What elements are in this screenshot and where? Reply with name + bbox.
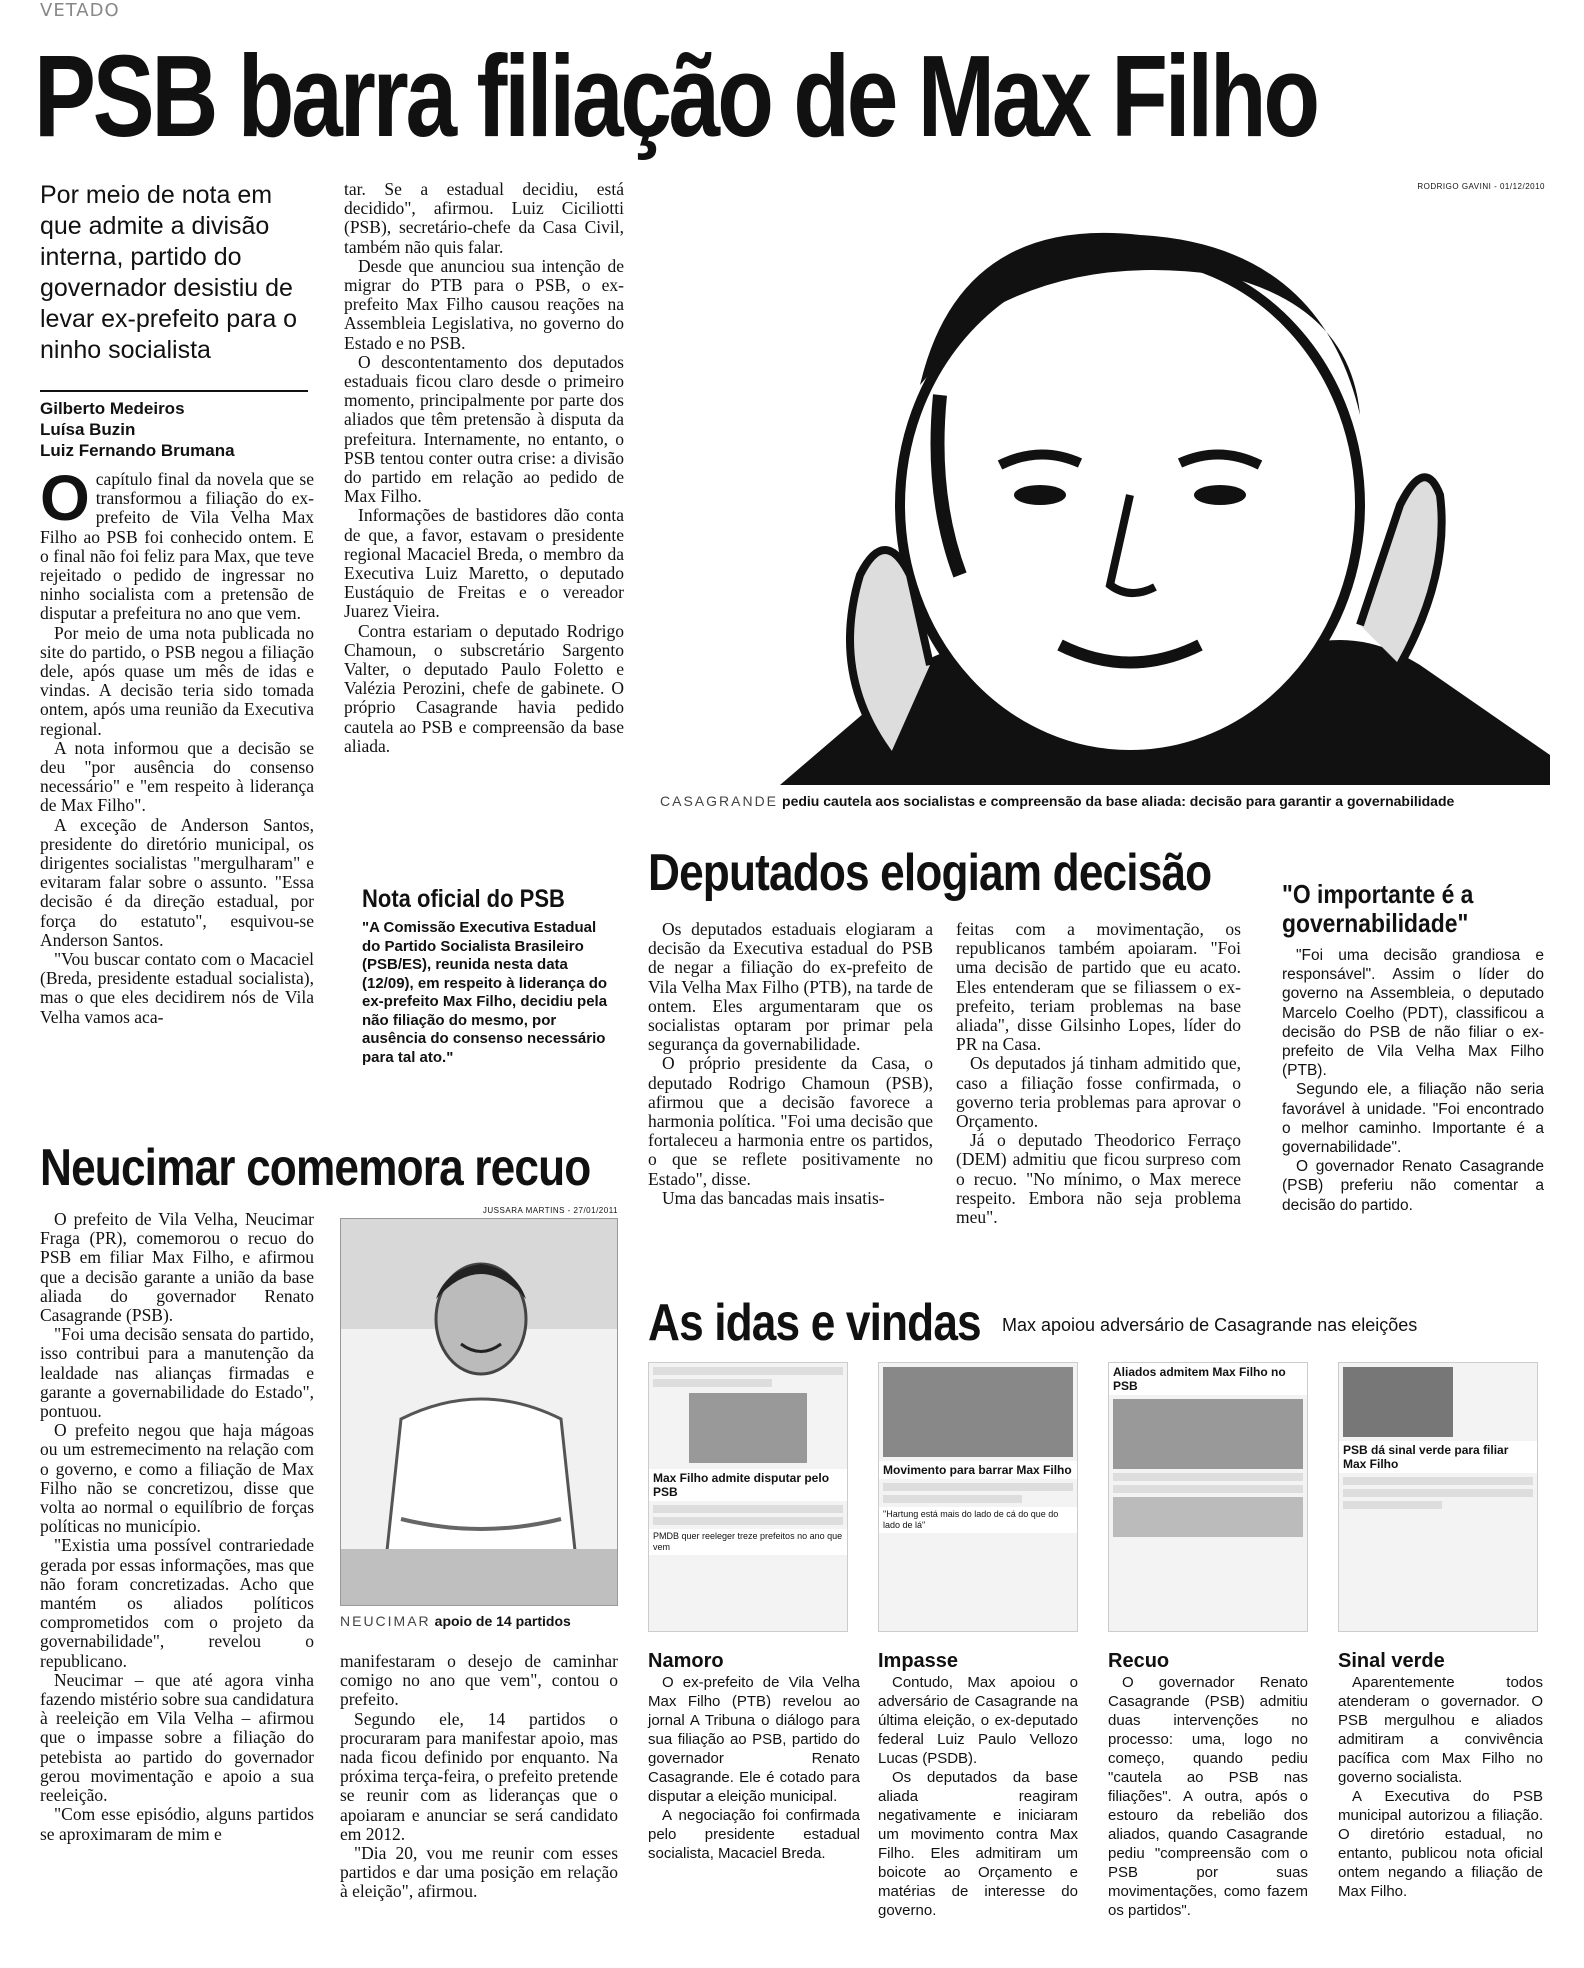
main-photo-caption: CASAGRANDE pediu cautela aos socialistas e compreensão da base aliada: decisão para garantir a governabilidade <box>660 793 1455 809</box>
deputados-paragraph: O próprio presidente da Casa, o deputado Rodrigo Chamoun (PSB), afirmou que a decisão favorece a harmonia política. "Foi uma decisão que fortaleceu a harmonia entre os partidos, o que se reflete positivamente no Estado", disse. <box>648 1053 933 1189</box>
author-name: Luísa Buzin <box>40 420 136 439</box>
thumb-photo <box>689 1393 807 1463</box>
thumb-photo <box>883 1367 1073 1457</box>
newspaper-thumb <box>1108 1362 1308 1632</box>
main-story-paragraph: Por meio de uma nota publicada no site do partido, o PSB negou a filiação dele, após quase um mês de idas e vindas. A decisão teria sido tomada ontem, após uma reunião da Executiva regional. <box>40 622 314 739</box>
idas-item-text <box>878 1673 1078 1920</box>
neucimar-paragraph: "Com esse episódio, alguns partidos se aproximaram de mim e <box>40 1804 314 1844</box>
nota-oficial-text: "A Comissão Executiva Estadual do Partido Socialista Brasileiro (PSB/ES), reunida nesta data (12/09), em respeito à liderança do ex-prefeito Max Filho, decidiu pela não filiação do mesmo, por ausência do consenso necessário para tal ato." <box>362 919 608 1066</box>
main-story-col2 <box>344 180 624 756</box>
newspaper-thumb <box>648 1362 848 1632</box>
neucimar-paragraph: Neucimar – que até agora vinha fazendo mistério sobre sua candidatura à reeleição em Vila Velha – afirmou que o impasse sobre a filiação do petebista ao partido do governador gerou movimentação e apoio a sua reeleição. <box>40 1669 314 1806</box>
deputados-col1 <box>648 920 933 1208</box>
importante-paragraph: O governador Renato Casagrande (PSB) preferiu não comentar a decisão do partido. <box>1282 1158 1544 1214</box>
importante-box <box>1282 880 1544 1215</box>
thumb-photo <box>1343 1367 1453 1437</box>
casagrande-portrait-image <box>660 195 1550 785</box>
neucimar-col1 <box>40 1210 314 1844</box>
thumb-foot: "Hartung está mais do lado de cá do que do lado de lá" <box>879 1507 1077 1533</box>
newspaper-thumb <box>878 1362 1078 1632</box>
idas-item-label: Sinal verde <box>1338 1650 1445 1672</box>
photo-credit: RODRIGO GAVINI - 01/12/2010 <box>1417 182 1545 191</box>
idas-item-label: Namoro <box>648 1650 724 1672</box>
newspaper-thumb <box>1338 1362 1538 1632</box>
idas-item-text <box>1338 1673 1543 1901</box>
dropcap: O <box>40 462 90 534</box>
neucimar-paragraph: "Foi uma decisão sensata do partido, isso contribui para a manutenção da lealdade nas alianças firmadas e garante a governabilidade do Estado", pontuou. <box>40 1324 314 1422</box>
deputados-paragraph: Uma das bancadas mais insatis- <box>662 1187 885 1208</box>
neucimar-paragraph: O prefeito de Vila Velha, Neucimar Fraga (PR), comemorou o recuo do PSB em filiar Max Filho, e afirmou que a decisão garante a união da base aliada do governador Renato Casagrande (PSB). <box>40 1209 314 1326</box>
byline <box>40 398 308 461</box>
idas-title: As idas e vindas <box>648 1294 981 1352</box>
neucimar-title: Neucimar comemora recuo <box>40 1139 591 1197</box>
main-story-paragraph: Contra estariam o deputado Rodrigo Chamoun, o subscretário Sargento Valter, o deputado Paulo Foletto e Valézia Perozini, chefe de gabinete. O próprio Casagrande havia pedido cautela ao PSB e compreensão da base aliada. <box>344 620 624 756</box>
deputados-paragraph: Já o deputado Theodorico Ferraço (DEM) admitiu que ficou surpreso com o recuo. "No mínimo, o Max merece respeito. Embora não seja problema meu". <box>956 1130 1241 1228</box>
main-story-paragraph: A exceção de Anderson Santos, presidente do diretório municipal, os dirigentes socialistas "mergulharam" e evitaram falar sobre o assunto. "Essa decisão é da direção estadual, por força do estatuto", esquivou-se Anderson Santos. <box>40 814 314 950</box>
neucimar-col2 <box>340 1652 618 1902</box>
nota-oficial-box <box>362 885 612 1067</box>
idas-subtitle: Max apoiou adversário de Casagrande nas eleições <box>1002 1315 1418 1335</box>
vetado-stamp: VETADO <box>40 0 120 21</box>
neucimar-photo-credit: JUSSARA MARTINS - 27/01/2011 <box>482 1206 618 1215</box>
thumb-headline: PSB dá sinal verde para filiar Max Filho <box>1339 1441 1537 1473</box>
main-story-paragraph: "Vou buscar contato com o Macaciel (Breda, presidente estadual socialista), mas o que eles decidirem nós de Vila Velha vamos aca- <box>40 949 314 1027</box>
idas-item-paragraph: Aparentemente todos atenderam o governador. O PSB mergulhou e aliados admitiram a convivência pacífica com Max Filho no governo socialista. <box>1338 1674 1543 1786</box>
main-story-paragraph: Desde que anunciou sua intenção de migrar do PTB para o PSB, o ex-prefeito Max Filho causou reações na Assembleia Legislativa, no governo do Estado e no PSB. <box>344 255 624 353</box>
importante-text <box>1282 946 1544 1215</box>
neucimar-paragraph: manifestaram o desejo de caminhar comigo no ano que vem", contou o prefeito. <box>340 1651 618 1710</box>
idas-item-text <box>648 1673 860 1863</box>
deputados-paragraph: feitas com a movimentação, os republicanos também apoiaram. "Foi uma decisão de partido que eu acato. Eles entenderam que se filiassem o ex-prefeito, teriam problemas na base aliada", disse Gilsinho Lopes, líder do PR na Casa. <box>956 919 1241 1055</box>
idas-item-label: Recuo <box>1108 1650 1170 1672</box>
idas-item-paragraph: A Executiva do PSB municipal autorizou a filiação. O diretório estadual, no entanto, publicou nota oficial ontem negando a filiação de Max Filho. <box>1338 1788 1543 1900</box>
thumb-headline: Aliados admitem Max Filho no PSB <box>1109 1363 1307 1395</box>
idas-item-label: Impasse <box>878 1650 959 1672</box>
idas-item <box>1108 1650 1308 1920</box>
importante-paragraph: Segundo ele, a filiação não seria favorável à unidade. "Foi encontrado o melhor caminho. Importante é a governabilidade". <box>1282 1081 1544 1157</box>
main-story-paragraph: O descontentamento dos deputados estaduais ficou claro desde o primeiro momento, principalmente por parte dos aliados que têm pretensão à disputa da prefeitura. Internamente, no entanto, o PSB tentou conter outra crise: a divisão do partido em relação ao pedido de Max Filho. <box>344 351 624 507</box>
neucimar-photo-caption: NEUCIMAR apoio de 14 partidos <box>340 1613 571 1629</box>
idas-item-paragraph: A negociação foi confirmada pelo presidente estadual socialista, Macaciel Breda. <box>648 1807 860 1862</box>
caption-lead: CASAGRANDE <box>660 793 779 809</box>
neucimar-paragraph: O prefeito negou que haja mágoas ou um estremecimento na relação com o governo, e como a filiação de Max Filho não se concretizou, disse que volta ao normal o equilíbrio de forças políticas no município. <box>40 1420 314 1537</box>
deputados-col2 <box>956 920 1241 1227</box>
idas-item-paragraph: O ex-prefeito de Vila Velha Max Filho (PTB) revelou ao jornal A Tribuna o diálogo para sua filiação ao PSB, partido do governador Renato Casagrande. Ele é cotado para disputar a eleição municipal. <box>648 1674 860 1805</box>
deputados-title: Deputados elogiam decisão <box>648 844 1212 902</box>
nota-oficial-title: Nota oficial do PSB <box>362 885 565 913</box>
deck-subtitle: Por meio de nota em que admite a divisão interna, partido do governador desistiu de levar ex-prefeito para o ninho socialista <box>40 181 298 364</box>
thumb-photo <box>1113 1399 1303 1469</box>
page-headline: PSB barra filiação de Max Filho <box>34 31 1317 161</box>
idas-item <box>648 1650 860 1863</box>
thumb-photo <box>1113 1497 1303 1537</box>
main-story-paragraph: A nota informou que a decisão se deu "por ausência do consenso necessário" e "em respeito à liderança de Max Filho". <box>40 737 314 816</box>
author-name: Gilberto Medeiros <box>40 399 185 418</box>
main-story-paragraph: Informações de bastidores dão conta de que, a favor, estavam o presidente regional Macaciel Breda, o membro da Executiva Luiz Maretto, o deputado Eustáquio de Freitas e o vereador Juarez Vieira. <box>344 505 624 622</box>
importante-title: "O importante é a governabilidade" <box>1282 879 1474 938</box>
idas-item-paragraph: Contudo, Max apoiou o adversário de Casagrande na última eleição, o ex-deputado federal Luiz Paulo Vellozo Lucas (PSDB). <box>878 1674 1078 1767</box>
thumb-headline: Max Filho admite disputar pelo PSB <box>649 1469 847 1501</box>
neucimar-photo <box>340 1218 618 1606</box>
idas-item-text <box>1108 1673 1308 1920</box>
casagrande-photo <box>660 195 1550 785</box>
caption-lead: NEUCIMAR <box>340 1613 431 1629</box>
main-story-paragraph: Ocapítulo final da novela que se transformou a filiação do ex-prefeito de Vila Velha Max Filho ao PSB foi conhecido ontem. E o final não foi feliz para Max, que teve rejeitado o pedido de ingressar no ninho socialista com a pretensão de disputar a prefeitura no ano que vem. <box>40 462 314 624</box>
author-name: Luiz Fernando Brumana <box>40 441 235 460</box>
main-story-paragraph: tar. Se a estadual decidiu, está decidido", afirmou. Luiz Ciciliotti (PSB), secretário-chefe da Casa Civil, também não quis falar. <box>344 179 624 257</box>
neucimar-paragraph: "Dia 20, vou me reunir com esses partidos e dar uma posição em relação à eleição", afirmou. <box>340 1843 618 1902</box>
thumb-headline: Movimento para barrar Max Filho <box>879 1461 1077 1479</box>
neucimar-paragraph: "Existia uma possível contrariedade gerada por essas informações, mas que não foram concretizadas. Acho que mantém os aliados políticos comprometidos com o projeto da governabilidade", revelou o republicano. <box>40 1535 314 1671</box>
thumb-foot: PMDB quer reeleger treze prefeitos no ano que vem <box>649 1529 847 1555</box>
main-story-col1 <box>40 462 314 1027</box>
deputados-paragraph: Os deputados já tinham admitido que, caso a filiação fosse confirmada, o governo teria problemas para aprovar o Orçamento. <box>956 1053 1241 1132</box>
idas-item-paragraph: O governador Renato Casagrande (PSB) admitiu duas intervenções no processo: uma, logo no começo, quando pediu "cautela ao PSB nas filiações". A outra, após o estouro da rebelião dos aliados, quando Casagrande pediu "compreensão com o PSB por suas movimentações, como fazem os partidos". <box>1108 1674 1308 1919</box>
idas-item-paragraph: Os deputados da base aliada reagiram negativamente e iniciaram um movimento contra Max Filho. Eles admitiram um boicote ao Orçamento e matérias de interesse do governo. <box>878 1769 1078 1919</box>
idas-item <box>878 1650 1078 1920</box>
idas-item <box>1338 1650 1543 1901</box>
deputados-paragraph: Os deputados estaduais elogiaram a decisão da Executiva estadual do PSB de negar a filiação do ex-prefeito de Vila Velha Max Filho (PTB), na tarde de ontem. Eles argumentaram que os socialistas optaram por primar pela segurança da governabilidade. <box>648 919 933 1055</box>
neucimar-portrait-image <box>341 1219 618 1606</box>
neucimar-paragraph: Segundo ele, 14 partidos o procuraram para manifestar apoio, mas nada ficou definido por enquanto. Na próxima terça-feira, o prefeito pretende se reunir com as lideranças que o apoiaram e anunciar se será candidato em 2012. <box>340 1708 618 1844</box>
importante-paragraph: "Foi uma decisão grandiosa e responsável". Assim o líder do governo na Assembleia, o deputado Marcelo Coelho (PDT), classificou a decisão do PSB de não filiar o ex-prefeito de Vila Velha Max Filho (PTB). <box>1282 947 1544 1080</box>
byline-rule <box>40 390 308 392</box>
